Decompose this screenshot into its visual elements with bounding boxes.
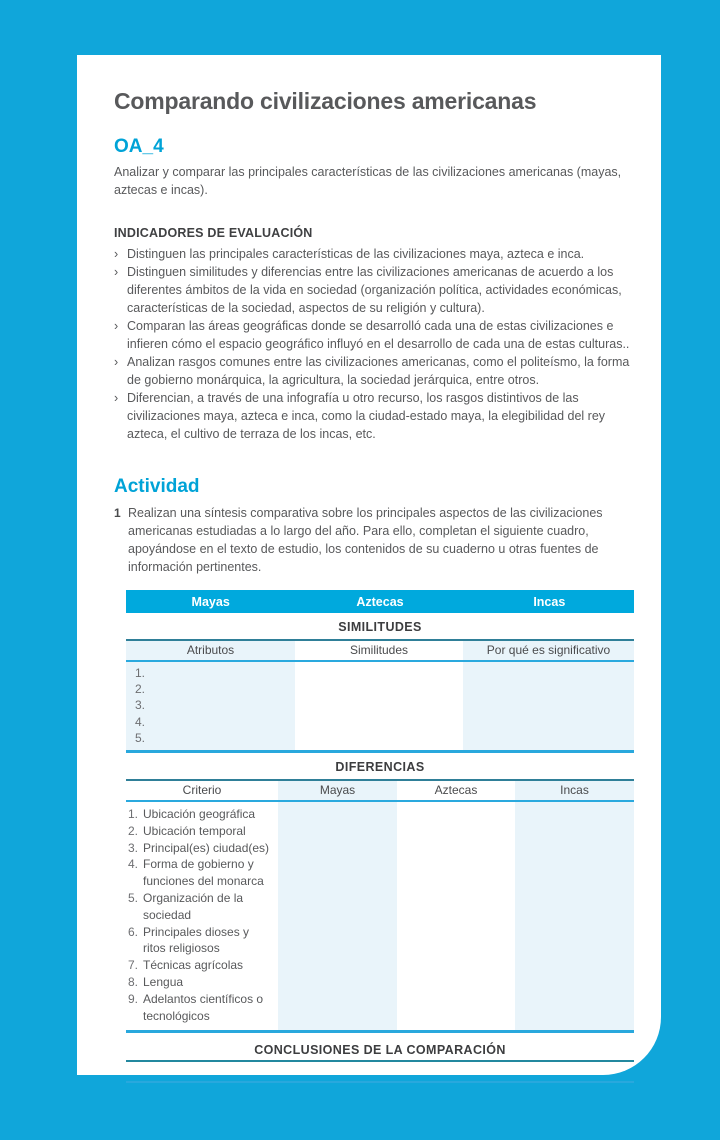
chevron-bullet-icon: ›: [114, 265, 119, 279]
criterion-text: Lengua: [143, 974, 184, 989]
actividad-heading: Actividad: [114, 476, 200, 497]
criterion-item: [128, 924, 278, 958]
column-header-significativo: Por qué es significativo: [463, 641, 634, 660]
worksheet-page: [77, 55, 661, 1075]
criterion-text: Adelantos científicos o tecnológicos: [143, 991, 264, 1023]
atributos-cell: [126, 662, 295, 750]
actividad-item: [114, 504, 634, 576]
indicador-text: Comparan las áreas geográficas donde se desarrolló cada una de estas civilizaciones e infieren cómo el espacio geográfico influyó en el desarrollo de cada una de estas culturas..: [127, 319, 630, 351]
criterion-item: [128, 856, 278, 890]
oa-code-heading: OA_4: [114, 136, 164, 157]
column-header-aztecas: Aztecas: [356, 594, 404, 609]
row-number: 5.: [135, 730, 146, 745]
criteria-list: [126, 802, 278, 1030]
criterion-text: Organización de la sociedad: [143, 891, 244, 922]
column-header-incas: Incas: [533, 594, 566, 609]
criterion-item: [128, 991, 278, 1025]
criterion-number: 1.: [128, 807, 139, 822]
list-item: [114, 389, 634, 443]
criterion-number: 2.: [128, 823, 139, 838]
criterion-text: Principal(es) ciudad(es): [143, 840, 270, 855]
column-header-mayas: Mayas: [191, 594, 230, 609]
criterion-item: [128, 823, 278, 840]
column-header-mayas: Mayas: [278, 781, 397, 800]
mayas-empty-cell: [278, 802, 397, 1030]
criterion-number: 9.: [128, 991, 139, 1006]
criterion-number: 8.: [128, 974, 139, 989]
list-item: [114, 245, 634, 263]
criterion-number: 6.: [128, 924, 139, 939]
criterion-number: 7.: [128, 958, 139, 973]
list-item: [114, 353, 634, 389]
column-header-aztecas: Aztecas: [434, 783, 478, 798]
indicadores-heading: INDICADORES DE EVALUACIÓN: [114, 226, 313, 240]
diferencias-body: [126, 802, 634, 1033]
row-number: 4.: [135, 714, 146, 729]
chevron-bullet-icon: ›: [114, 355, 119, 369]
chevron-bullet-icon: ›: [114, 319, 119, 333]
civilizations-header-bar: [126, 590, 634, 613]
column-header-atributos: Atributos: [126, 641, 295, 660]
comparison-table: [126, 590, 634, 1083]
criterion-text: Forma de gobierno y funciones del monarca: [143, 857, 264, 889]
indicador-text: Distinguen similitudes y diferencias entre las civilizaciones americanas de acuerdo a los diferentes ámbitos de la vida en sociedad (organización política, actividades económicas, características de la sociedad, aspectos de su religión y cultura).: [127, 265, 622, 315]
aztecas-empty-cell: [397, 802, 515, 1030]
criterion-text: Ubicación geográfica: [143, 807, 256, 822]
column-header-incas: Incas: [515, 781, 634, 800]
list-item: [114, 263, 634, 317]
diferencias-title: DIFERENCIAS: [335, 760, 425, 775]
criterion-item: [128, 806, 278, 823]
actividad-item-text: Realizan una síntesis comparativa sobre los principales aspectos de las civilizaciones americanas estudiadas a lo largo del año. Para ello, completan el siguiente cuadro, apoyándose en el texto de estudio, los contenidos de su cuaderno u otras fuentes de información pertinentes.: [128, 506, 603, 574]
similitudes-body: [126, 662, 634, 753]
significativo-empty-cell: [463, 662, 634, 750]
column-header-criterio: Criterio: [182, 783, 222, 798]
incas-empty-cell: [515, 802, 634, 1030]
row-number: 3.: [135, 698, 146, 713]
criterion-number: 5.: [128, 891, 139, 905]
indicadores-list: [114, 245, 634, 443]
column-header-similitudes: Similitudes: [349, 643, 409, 657]
chevron-bullet-icon: ›: [114, 247, 119, 261]
criterion-text: Ubicación temporal: [143, 823, 246, 838]
criterion-item: [128, 840, 278, 857]
criterion-item: [128, 957, 278, 974]
list-item: [114, 317, 634, 353]
row-number: 2.: [135, 682, 146, 697]
actividad-item-number: 1: [114, 506, 121, 520]
diferencias-header-row: [126, 779, 634, 802]
oa-description: Analizar y comparar las principales características de las civilizaciones americanas (mayas, aztecas e incas).: [114, 165, 622, 197]
similitudes-header-row: [126, 639, 634, 662]
criterion-item: [128, 890, 278, 924]
criterion-text: Técnicas agrícolas: [143, 958, 244, 973]
row-number: 1.: [135, 666, 146, 680]
criterion-number: 4.: [128, 857, 139, 872]
criterion-item: [128, 974, 278, 991]
indicador-text: Diferencian, a través de una infografía u otro recurso, los rasgos distintivos de las civilizaciones maya, azteca e inca, como la ciudad-estado maya, la elegibilidad del rey azteca, el cultivo de terraza de los incas, etc.: [127, 391, 606, 441]
page-title: Comparando civilizaciones americanas: [114, 88, 537, 114]
conclusiones-write-line: [126, 1062, 634, 1083]
similitudes-title: SIMILITUDES: [338, 620, 422, 634]
similitudes-empty-cell: [295, 662, 463, 750]
indicador-text: Distinguen las principales características de las civilizaciones maya, azteca e inca.: [127, 247, 585, 261]
criterion-text: Principales dioses y ritos religiosos: [143, 924, 250, 956]
indicador-text: Analizan rasgos comunes entre las civilizaciones americanas, como el politeísmo, la forma de gobierno monárquica, la agricultura, la sociedad jerárquica, entre otros.: [127, 355, 630, 387]
conclusiones-title: CONCLUSIONES DE LA COMPARACIÓN: [254, 1043, 506, 1058]
chevron-bullet-icon: ›: [114, 391, 119, 405]
criterion-number: 3.: [128, 840, 139, 855]
